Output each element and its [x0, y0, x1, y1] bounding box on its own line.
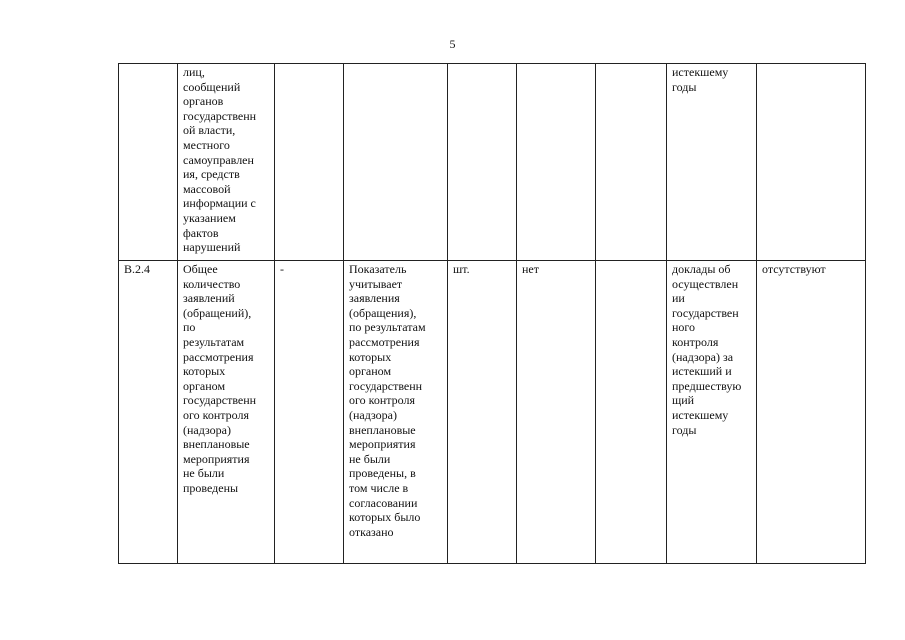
cell-target — [596, 64, 667, 261]
page-number: 5 — [449, 37, 456, 51]
cell-comment — [344, 64, 448, 261]
cell-unit: шт. — [448, 261, 517, 564]
cell-threshold: нет — [517, 261, 596, 564]
cell-note: отсутствуют — [757, 261, 866, 564]
cell-name: Общее количество заявлений (обращений), по результатам рассмотрения которых органом государственн ого контроля (надзора) внеплановые мероприятия не были проведены — [178, 261, 275, 564]
cell-formula — [275, 64, 344, 261]
cell-note — [757, 64, 866, 261]
cell-name: лиц, сообщений органов государственн ой власти, местного самоуправлен ия, средств массовой информации с указанием фактов нарушений — [178, 64, 275, 261]
cell-code: В.2.4 — [119, 261, 178, 564]
table-row — [119, 261, 866, 564]
table-row — [119, 64, 866, 261]
cell-source: доклады об осуществлен ии государствен ного контроля (надзора) за истекший и предшествую щий истекшему годы — [667, 261, 757, 564]
cell-threshold — [517, 64, 596, 261]
cell-code — [119, 64, 178, 261]
cell-comment: Показатель учитывает заявления (обращения), по результатам рассмотрения которых органом государственн ого контроля (надзора) внеплановые мероприятия не были проведены, в том числе в согласовании которых было отказано — [344, 261, 448, 564]
cell-unit — [448, 64, 517, 261]
cell-target — [596, 261, 667, 564]
indicators-table — [118, 63, 866, 564]
cell-formula: - — [275, 261, 344, 564]
cell-source: истекшему годы — [667, 64, 757, 261]
